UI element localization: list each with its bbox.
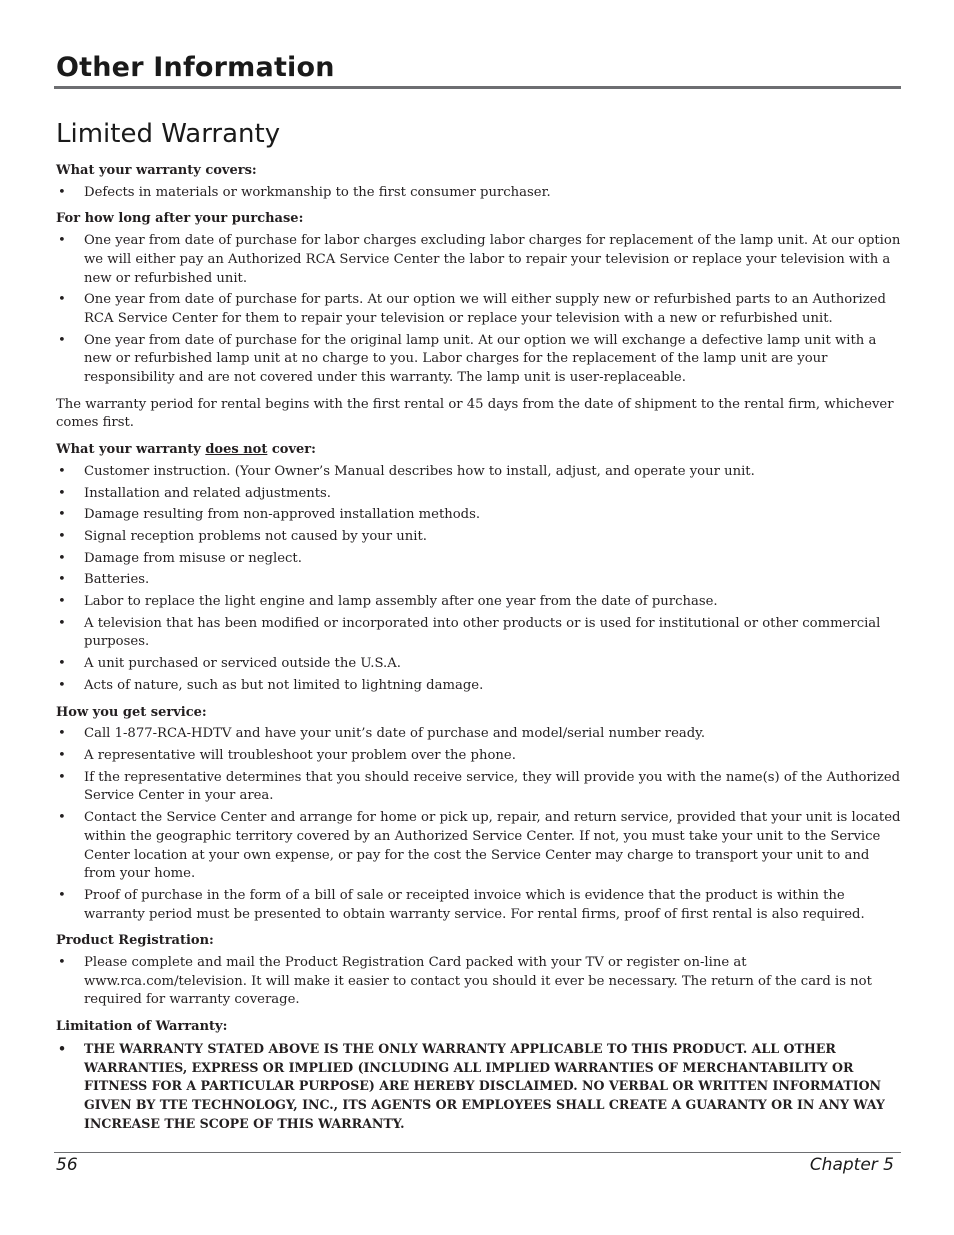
chapter-label: Chapter 5 (809, 1155, 894, 1175)
list-item (56, 615, 902, 652)
bullet-glyph: • (58, 485, 66, 501)
bullet-glyph: • (58, 528, 66, 544)
list-item (56, 747, 902, 766)
list-item (56, 677, 902, 696)
not-covered-heading-prefix: What your warranty (56, 442, 206, 458)
list-item (56, 332, 902, 388)
header-rule (54, 86, 901, 89)
list-item (56, 184, 902, 203)
list-item-text: Defects in materials or workmanship to the first consumer purchaser. (84, 184, 551, 200)
list-item (56, 809, 902, 884)
chapter-heading: Other Information (56, 52, 335, 83)
registration-list (56, 954, 902, 1010)
list-item (56, 463, 902, 482)
list-item-text: Signal reception problems not caused by your unit. (84, 528, 427, 544)
bullet-glyph: • (58, 332, 66, 348)
list-item-text: Labor to replace the light engine and lamp assembly after one year from the date of purchase. (84, 594, 718, 610)
list-item-text: Call 1-877-RCA-HDTV and have your unit’s date of purchase and model/serial number ready. (84, 726, 706, 742)
list-item-text: A unit purchased or serviced outside the U.S.A. (84, 656, 401, 672)
list-item (56, 887, 902, 924)
rental-note: The warranty period for rental begins with the first rental or 45 days from the date of shipment to the rental firm, whichever comes first. (56, 396, 894, 431)
footer-rule (54, 1152, 901, 1153)
service-list (56, 725, 902, 924)
list-item (56, 485, 902, 504)
list-item-text: Customer instruction. (Your Owner’s Manual describes how to install, adjust, and operate your unit. (84, 463, 755, 479)
list-item (56, 725, 902, 744)
warranty-content (56, 162, 902, 1141)
duration-heading: For how long after your purchase: (56, 211, 304, 227)
list-item-text: Acts of nature, such as but not limited to lightning damage. (84, 677, 484, 693)
service-heading: How you get service: (56, 704, 207, 720)
bullet-glyph: • (58, 656, 66, 672)
list-item (56, 954, 902, 1010)
list-item (56, 506, 902, 525)
list-item-text: Please complete and mail the Product Registration Card packed with your TV or register on-line at www.rca.com/television. It will make it easier to contact you should it ever be necessary. The return of the card is not required for warranty coverage. (84, 955, 872, 1008)
list-item (56, 571, 902, 590)
not-covered-heading (56, 441, 902, 460)
bullet-glyph: • (58, 184, 66, 200)
bullet-glyph: • (58, 887, 66, 903)
list-item-text: Proof of purchase in the form of a bill of sale or receipted invoice which is evidence that the product is within the warranty period must be presented to obtain warranty service. For rental firms, proof of first rental is also required. (84, 887, 865, 922)
bullet-glyph: • (58, 507, 66, 523)
list-item-text: One year from date of purchase for parts. At our option we will either supply new or refurbished parts to an Authorized RCA Service Center for them to repair your television or replace your television with a new or refurbished unit. (84, 292, 886, 326)
list-item-text: A representative will troubleshoot your problem over the phone. (84, 747, 516, 763)
list-item-text: Damage resulting from non-approved installation methods. (84, 507, 481, 523)
list-item-text: Contact the Service Center and arrange for home or pick up, repair, and return service, provided that your unit is located within the geographic territory covered by an Authorized Service Center. If not, you must take your unit to the Service Center location at your own expense, or pay for the cost the Service Center may charge to transport your unit to and from your home. (84, 810, 901, 882)
bullet-glyph: • (58, 594, 66, 610)
list-item-text: THE WARRANTY STATED ABOVE IS THE ONLY WARRANTY APPLICABLE TO THIS PRODUCT. ALL OTHER WARRANTIES, EXPRESS OR IMPLIED (INCLUDING ALL IMPLIED WARRANTIES OF MERCHANTABILITY OR FITNESS FOR A PARTICULAR PURPOSE) ARE HEREBY DISCLAIMED. NO VERBAL OR WRITTEN INFORMATION GIVEN BY TTE TECHNOLOGY, INC., ITS AGENTS OR EMPLOYEES SHALL CREATE A GUARANTY OR IN ANY WAY INCREASE THE SCOPE OF THIS WARRANTY. (84, 1040, 885, 1131)
page-number: 56 (56, 1155, 78, 1175)
bullet-glyph: • (58, 615, 66, 631)
bullet-glyph: • (58, 292, 66, 308)
list-item (56, 593, 902, 612)
bullet-glyph: • (58, 955, 66, 971)
list-item (56, 769, 902, 806)
list-item (56, 655, 902, 674)
list-item (56, 528, 902, 547)
list-item-text: Installation and related adjustments. (84, 485, 332, 501)
bullet-glyph: • (58, 1040, 67, 1056)
bullet-glyph: • (58, 550, 66, 566)
bullet-glyph: • (58, 463, 66, 479)
list-item-text: A television that has been modified or incorporated into other products or is used for institutional or other commercial purposes. (84, 615, 881, 650)
limitation-heading: Limitation of Warranty: (56, 1019, 228, 1035)
covers-list (56, 184, 902, 203)
list-item-text: One year from date of purchase for the original lamp unit. At our option we will exchange a defective lamp unit with a new or refurbished lamp unit at no charge to you. Labor charges for the replacement of the lamp unit are your responsibility and are not covered under this warranty. The lamp unit is user-replaceable. (84, 332, 877, 386)
not-covered-list (56, 463, 902, 696)
list-item (56, 291, 902, 328)
not-covered-heading-emphasis: does not (205, 442, 268, 458)
bullet-glyph: • (58, 726, 66, 742)
bullet-glyph: • (58, 572, 66, 588)
not-covered-heading-suffix: cover: (267, 442, 316, 458)
bullet-glyph: • (58, 769, 66, 785)
list-item (56, 232, 902, 288)
list-item-text: Batteries. (84, 572, 150, 588)
section-title: Limited Warranty (56, 119, 281, 149)
list-item-text: One year from date of purchase for labor charges excluding labor charges for replacement of the lamp unit. At our option we will either pay an Authorized RCA Service Center the labor to repair your television or replace your television with a new or refurbished unit. (84, 233, 901, 286)
registration-heading: Product Registration: (56, 933, 214, 949)
list-item (56, 550, 902, 569)
duration-list (56, 232, 902, 388)
list-item-text: Damage from misuse or neglect. (84, 550, 302, 566)
list-item (56, 1040, 902, 1134)
bullet-glyph: • (58, 677, 66, 693)
bullet-glyph: • (58, 233, 66, 249)
bullet-glyph: • (58, 747, 66, 763)
covers-heading: What your warranty covers: (56, 163, 257, 178)
list-item-text: If the representative determines that you should receive service, they will provide you with the name(s) of the Authorized Service Center in your area. (84, 769, 901, 804)
bullet-glyph: • (58, 810, 66, 826)
limitation-list (56, 1040, 902, 1134)
